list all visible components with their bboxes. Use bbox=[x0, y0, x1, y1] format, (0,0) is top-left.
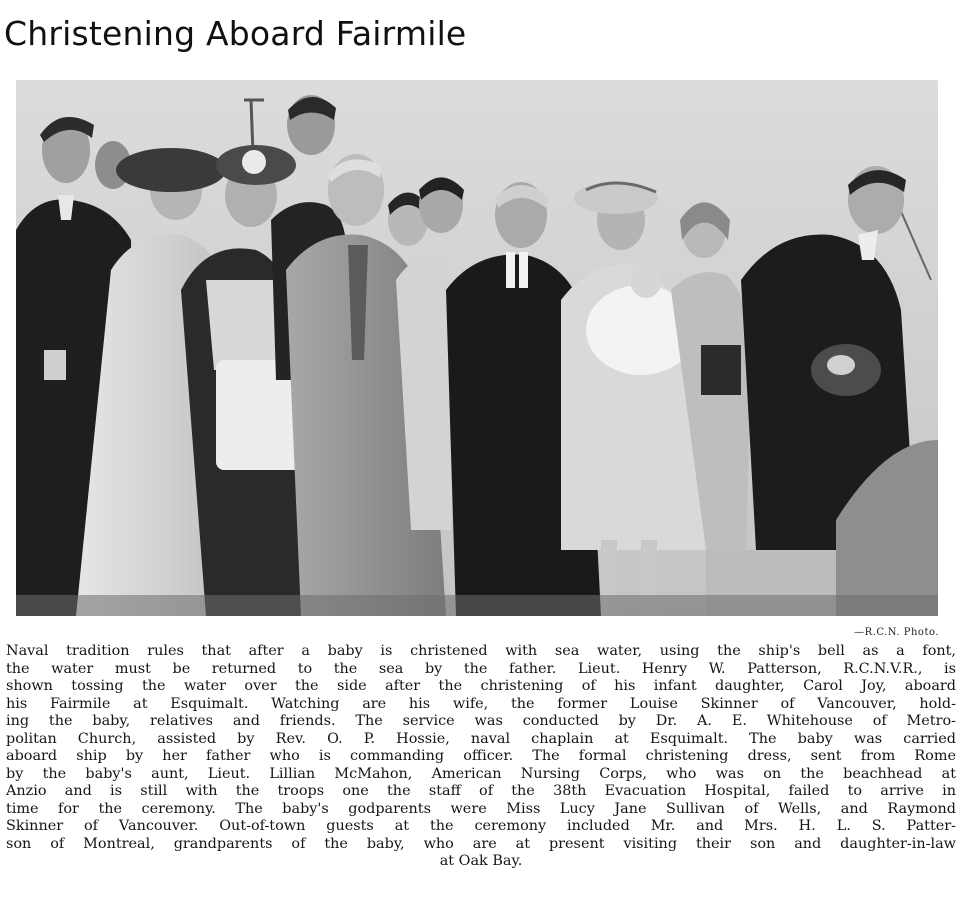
caption-line: time for the ceremony. The baby's godparents were Miss Lucy Jane Sullivan of Wells, and Raymond bbox=[6, 800, 956, 817]
caption-line: Anzio and is still with the troops one the staff of the 38th Evacuation Hospital, failed to arrive in bbox=[6, 783, 956, 799]
caption-line: the water must be returned to the sea by the father. Lieut. Henry W. Patterson, R.C.N.V.R., is bbox=[6, 660, 956, 677]
caption-line: Skinner of Vancouver. Out-of-town guests at the ceremony included Mr. and Mrs. H. L. S. Patter- bbox=[6, 818, 956, 834]
photo-credit: —R.C.N. Photo. bbox=[854, 627, 939, 638]
caption-line: aboard ship by her father who is commanding officer. The formal christening dress, sent from Rome bbox=[6, 748, 956, 764]
photo-caption bbox=[6, 643, 956, 871]
caption-line: at Oak Bay. bbox=[439, 853, 523, 869]
caption-line: by the baby's aunt, Lieut. Lillian McMahon, American Nursing Corps, who was on the beachhead at bbox=[6, 765, 956, 782]
caption-line: shown tossing the water over the side after the christening of his infant daughter, Carol Joy, aboard bbox=[6, 678, 956, 694]
christening-photo bbox=[16, 80, 938, 616]
caption-line: politan Church, assisted by Rev. O. P. Hossie, naval chaplain at Esquimalt. The baby was carried bbox=[6, 730, 956, 747]
headline: Christening Aboard Fairmile bbox=[4, 14, 467, 53]
caption-line: son of Montreal, grandparents of the baby, who are at present visiting their son and daughter-in-law bbox=[6, 835, 956, 852]
caption-line: his Fairmile at Esquimalt. Watching are his wife, the former Louise Skinner of Vancouver, hold- bbox=[6, 695, 956, 712]
caption-line: Naval tradition rules that after a baby is christened with sea water, using the ship's bell as a font, bbox=[6, 643, 956, 659]
caption-line: ing the baby, relatives and friends. The service was conducted by Dr. A. E. Whitehouse of Metro- bbox=[6, 713, 956, 729]
